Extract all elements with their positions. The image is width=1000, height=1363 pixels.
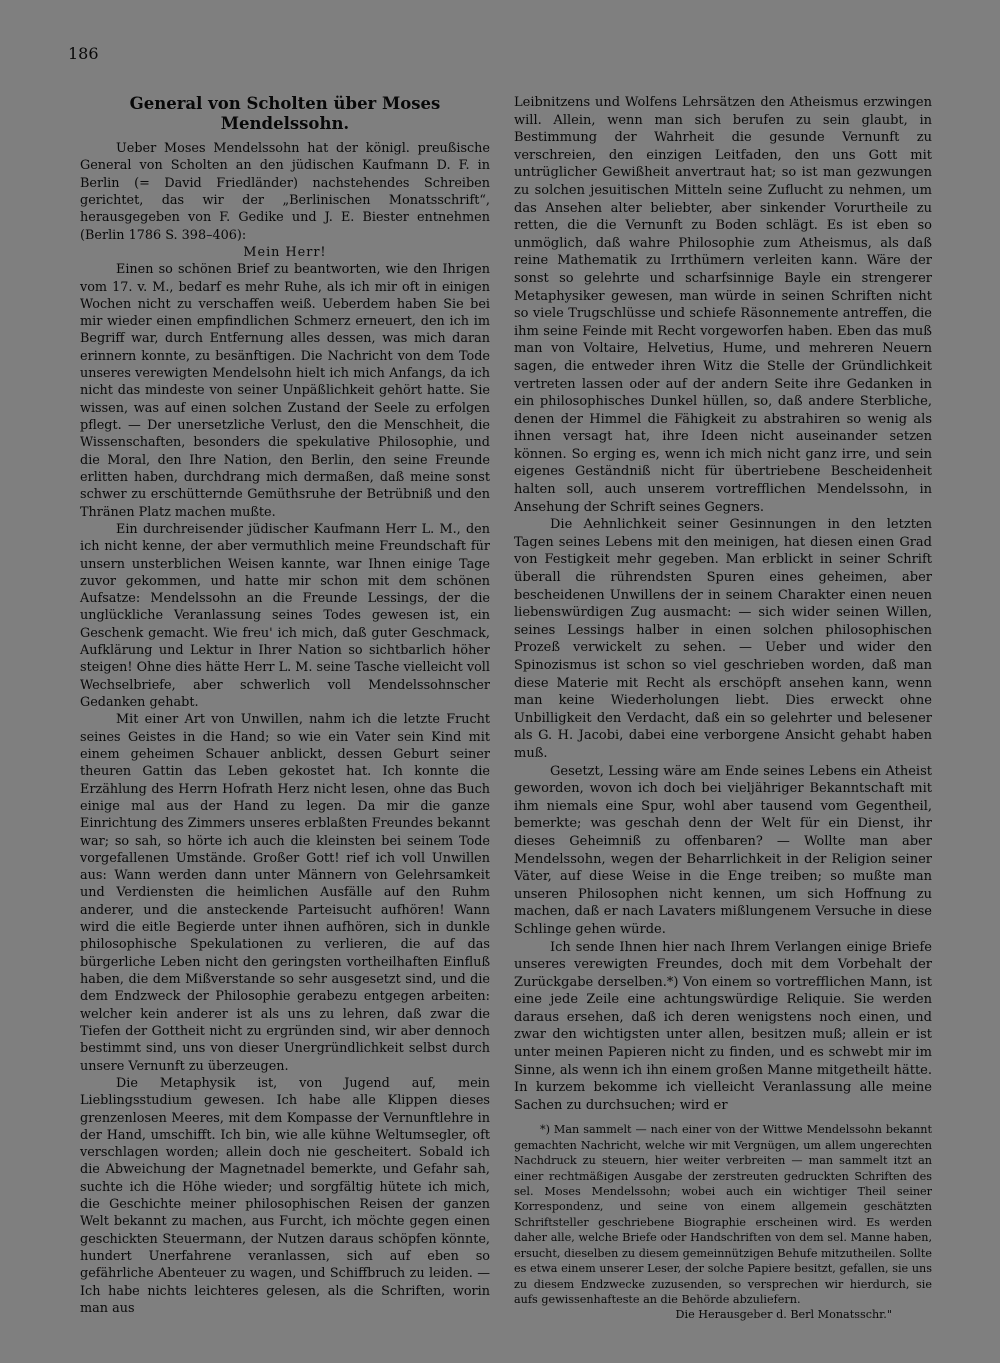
letter-paragraph: Ein durchreisender jüdischer Kaufmann Herr L. M., den ich nicht kenne, der aber vermuthlich meine Freundschaft für unsern unsterblichen Weisen kannte, war Ihnen einige Tage zuvor gekommen, und hatte mir schon mit dem schönen Aufsatze: Mendelssohn an die Freunde Lessings, der die unglückliche Veranlassung seines Todes gewesen ist, ein Geschenk gemacht. Wie freu' ich mich, daß guter Geschmack, Aufklärung und Lektur in Ihrer Nation so sichtbarlich höher steigen! Ohne dies hätte Herr L. M. seine Tasche vielleicht voll Wechselbriefe, aber schwerlich voll Mendelssohnscher Gedanken gehabt. xyxy=(80,521,490,710)
letter-paragraph: Die Metaphysik ist, von Jugend auf, mein Lieblingsstudium gewesen. Ich habe alle Klippen dieses grenzenlosen Meeres, mit dem Kompasse der Vernunftlehre in der Hand, umschifft. Ich bin, wie alle kühne Weltumsegler, oft verschlagen worden; allein doch nie gescheitert. Sobald ich die Abweichung der Magnetnadel bemerkte, und Gefahr sah, suchte ich die Höhe wieder; und sorgfältig hütete ich mich, die Geschichte meiner philosophischen Reisen der ganzen Welt bekannt zu machen, aus Furcht, ich möchte gegen einen geschickten Steuermann, der Nutzen daraus schöpfen könnte, hundert Unerfahrene veranlassen, sich auf eben so gefährliche Abenteuer zu wagen, und Schiffbruch zu leiden. — Ich habe nichts leichteres gelesen, als die Schriften, worin man aus xyxy=(80,1075,490,1316)
salutation: Mein Herr! xyxy=(243,244,327,260)
article-title: General von Scholten über Moses Mendelssohn. xyxy=(129,94,441,133)
letter-paragraph: Gesetzt, Lessing wäre am Ende seines Lebens ein Atheist geworden, wovon ich doch bei vieljähriger Bekanntschaft mit ihm niemals eine Spur, wohl aber tausend vom Gegentheil, bemerkte; was geschah denn der Welt für ein Dienst, ihr dieses Geheimniß zu offenbaren? — Wollte man aber Mendelssohn, wegen der Beharrlichkeit in der Religion seiner Väter, auf diese Weise in die Enge treiben; so mußte man unseren Philosophen nicht kennen, um sich Hoffnung zu machen, daß er nach Lavaters mißlungenem Versuche in diese Schlinge gehen würde. xyxy=(514,763,932,937)
letter-paragraph: Einen so schönen Brief zu beantworten, wie den Ihrigen vom 17. v. M., bedarf es mehr Ruhe, als ich mir oft in einigen Wochen nicht zu verschaffen weiß. Ueberdem haben Sie bei mir wieder einen empfindlichen Schmerz erneuert, den ich im Begriff war, durch Entfernung alles dessen, was mich daran erinnern konnte, zu besänftigen. Die Nachricht von dem Tode unseres verewigten Mendelsohn hielt ich mich Anfangs, da ich nicht das mindeste von seiner Unpäßlichkeit gehört hatte. Sie wissen, was auf einen solchen Zustand der Seele zu erfolgen pflegt. — Der unersetzliche Verlust, den die Menschheit, die Wissenschaften, besonders die spekulative Philosophie, und die Moral, den Ihre Nation, den Berlin, den seine Freunde erlitten haben, durchdrang mich dermaßen, daß meine sonst schwer zu erschütternde Gemüthsruhe der Betrübniß und den Thränen Platz machen mußte. xyxy=(80,262,490,520)
letter-paragraph: Mit einer Art von Unwillen, nahm ich die letzte Frucht seines Geistes in die Hand; so wie ein Vater sein Kind mit einem geheimen Schauer anblickt, dessen Geburt seiner theuren Gattin das Leben gekostet hat. Ich konnte die Erzählung des Herrn Hofrath Herz nicht lesen, ohne das Buch einige mal aus der Hand zu legen. Da mir die ganze Einrichtung des Zimmers unseres erblaßten Freundes bekannt war; so sah, so hörte ich auch die kleinsten bei seinem Tode vorgefallenen Umstände. Großer Gott! rief ich voll Unwillen aus: Wann werden dann unter Männern von Gelehrsamkeit und Verdiensten die heimlichen Ausfälle auf den Ruhm anderer, und die ansteckende Parteisucht aufhören! Wann wird die eitle Begierde unter ihnen aufhören, sich in dunkle philosophische Spekulationen zu verlieren, die auf das bürgerliche Leben nicht den geringsten vortheilhaften Einfluß haben, die dem Mißverstande so sehr ausgesetzt sind, und die dem Endzweck der Philosophie gerabezu entgegen arbeiten: welcher kein anderer ist als uns zu lehren, daß zwar die Tiefen der Gottheit nicht zu ergründen sind, wir aber dennoch bestimmt sind, uns von dieser Unergründlichkeit selbst durch unsere Vernunft zu überzeugen. xyxy=(80,712,490,1074)
right-column xyxy=(514,94,932,1323)
footnote xyxy=(514,1122,932,1322)
page-number: 186 xyxy=(68,44,99,63)
left-column xyxy=(80,94,490,1317)
letter-paragraph: Ich sende Ihnen hier nach Ihrem Verlangen einige Briefe unseres verewigten Freundes, doch mit dem Vorbehalt der Zurückgabe derselben.*) Von einem so vortrefflichen Mann, ist eine jede Zeile eine achtungswürdige Reliquie. Sie werden daraus ersehen, daß ich deren wenigstens noch einen, und zwar den wichtigsten unter allen, besitzen muß; allein er ist unter meinen Papieren nicht zu finden, und es schwebt mir im Sinne, als wenn ich ihn einem großen Manne mitgetheilt hätte. In kurzem bekomme ich vielleicht Veranlassung alle meine Sachen zu durchsuchen; wird er xyxy=(514,939,932,1113)
footnote-signature: Die Herausgeber d. Berl Monatsschr." xyxy=(675,1308,892,1322)
letter-paragraph: Die Aehnlichkeit seiner Gesinnungen in den letzten Tagen seines Lebens mit den meinigen, hat diesen einen Grad von Festigkeit mehr gegeben. Man erblickt in seiner Schrift überall die rührendsten Spuren eines geheimen, aber bescheidenen Unwillens der in seinem Charakter einen neuen liebenswürdigen Zug ausmacht: — sich wider seinen Willen, seines Lessings halber in einen solchen philosophischen Prozeß verwickelt zu sehen. — Ueber und wider den Spinozismus ist schon so viel geschrieben worden, daß man diese Materie mit Recht als erschöpft ansehen kann, wenn man keine Wiederholungen liebt. Dies erweckt ohne Unbilligkeit den Verdacht, daß ein so gelehrter und belesener als G. H. Jacobi, dabei eine verborgene Ansicht gehabt haben muß. xyxy=(514,517,932,761)
footnote-text: *) Man sammelt — nach einer von der Wittwe Mendelssohn bekannt gemachten Nachricht, welche wir mit Vergnügen, um allem ungerechten Nachdruck zu steuern, hier weiter verbreiten — man sammelt itzt an einer rechtmäßigen Ausgabe der zerstreuten gedruckten Schriften des sel. Moses Mendelssohn; wobei auch ein wichtiger Theil seiner Korrespondenz, und seine von einem allgemein geschätzten Schriftsteller geschriebene Biographie erscheinen wird. Es werden daher alle, welche Briefe oder Handschriften von dem sel. Manne haben, ersucht, dieselben zu diesem gemeinnützigen Behufe mitzutheilen. Sollte es etwa einem unserer Leser, der solche Papiere besitzt, gefallen, sie uns zu diesem Endzwecke zuzusenden, so versprechen wir hierdurch, sie aufs gewissenhafteste an die Behörde abzuliefern. xyxy=(514,1123,932,1306)
intro-paragraph: Ueber Moses Mendelssohn hat der königl. preußische General von Scholten an den jüdischen Kaufmann D. F. in Berlin (= David Friedländer) nachstehendes Schreiben gerichtet, das wir der „Berlinischen Monatsschrift“, herausgegeben von F. Gedike und J. E. Biester entnehmen (Berlin 1786 S. 398–406): xyxy=(80,141,490,243)
letter-paragraph-continued: Leibnitzens und Wolfens Lehrsätzen den Atheismus erzwingen will. Allein, wenn man sich berufen zu sein glaubt, in Bestimmung der Wahrheit die gesunde Vernunft zu verschreien, den einzigen Leitfaden, den uns Gott mit untrüglicher Gewißheit anvertraut hat; so ist man gezwungen zu solchen jesuitischen Mitteln seine Zuflucht zu nehmen, um das Ansehen alter beliebter, aber sinkender Vorurtheile zu retten, die die Vernunft zu Boden schlägt. Es ist eben so unmöglich, daß wahre Philosophie zum Atheismus, als daß reine Mathematik zu Irrthümern verleiten kann. Wäre der sonst so gelehrte und scharfsinnige Bayle ein strengerer Metaphysiker gewesen, man würde in seinen Schriften nicht so viele Trugschlüsse und schiefe Räsonnemente antreffen, die ihm seine Feinde mit Recht vorgeworfen haben. Eben das muß man von Voltaire, Helvetius, Hume, und mehreren Neuern sagen, die entweder ihren Witz die Stelle der Gründlichkeit vertreten lassen oder auf der andern Seite ihre Gedanken in ein philosophisches Dunkel hüllen, so, daß andere Sterbliche, denen der Himmel die Fähigkeit zu abstrahiren so wenig als ihnen versagt hat, ihre Ideen nicht auseinander setzen können. So erging es, wenn ich mich nicht ganz irre, und sein eigenes Geständniß nicht für übertriebene Bescheidenheit halten soll, auch unserem vortrefflichen Mendelssohn, in Ansehung der Schrift seines Gegners. xyxy=(514,95,932,515)
